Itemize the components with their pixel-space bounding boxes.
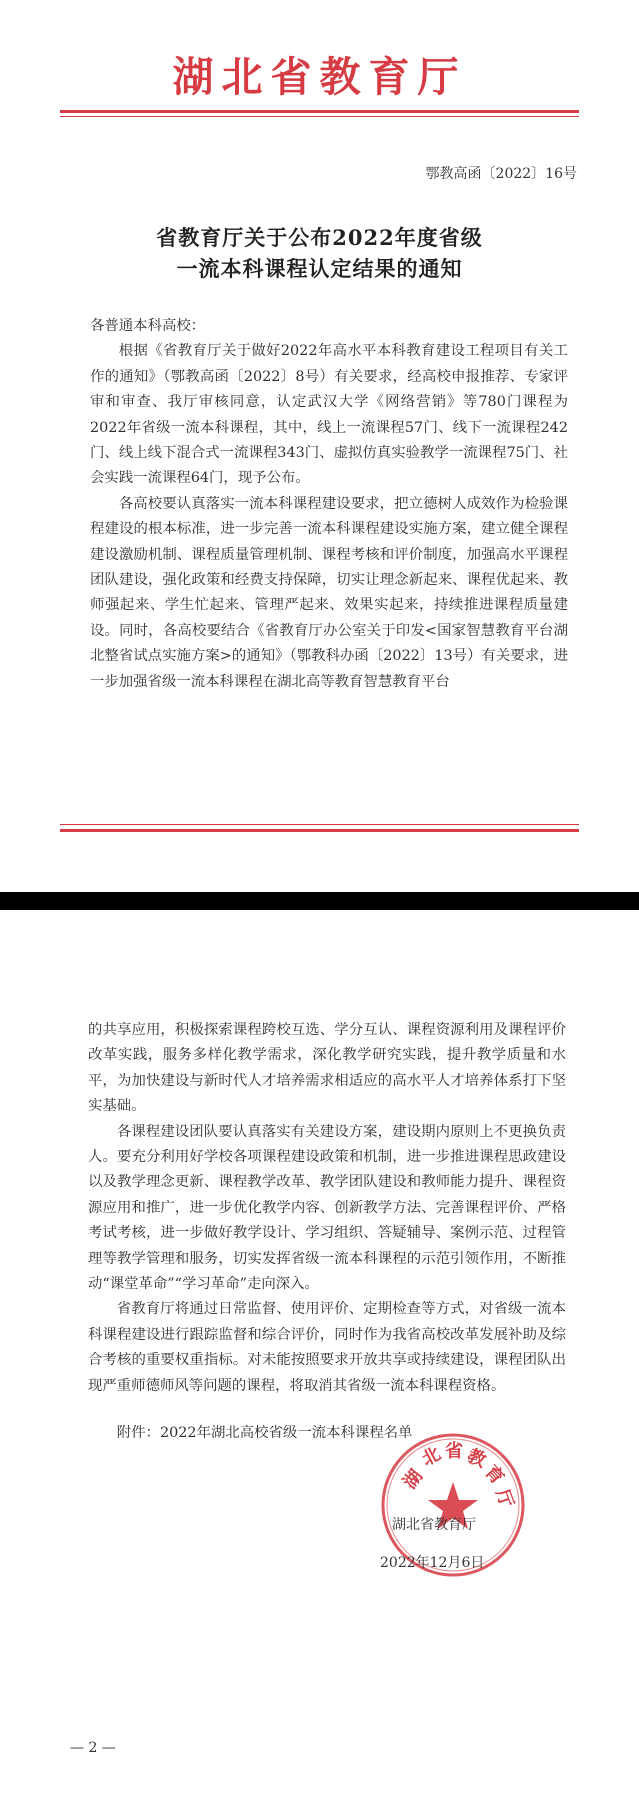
signer: 湖北省教育厅 [392, 1517, 476, 1533]
svg-text:厅: 厅 [491, 1486, 518, 1511]
svg-text:教: 教 [463, 1445, 489, 1472]
document-body-page1 [90, 314, 568, 695]
letterhead-title: 湖北省教育厅 [172, 53, 467, 101]
footer-rule-thick [60, 829, 579, 832]
paragraph-1: 根据《省教育厅关于做好2022年高水平本科教育建设工程项目有关工作的通知》（鄂教高函〔2022〕8号）有关要求，经高校申报推荐、专家评审和审查、我厅审核同意，认定武汉大学《网络营销》等780门课程为2022年省级一流本科课程，其中，线上一流课程57门、线下一流课程242门、线上线下混合式一流课程343门、虚拟仿真实验教学一流课程75门、社会实践一流课程64门，现予公布。 [90, 343, 568, 487]
svg-text:湖: 湖 [399, 1465, 428, 1494]
document-title-line1: 省教育厅关于公布2022年度省级 [156, 225, 483, 250]
document-number: 鄂教高函〔2022〕16号 [425, 166, 577, 182]
svg-text:育: 育 [480, 1461, 508, 1489]
letterhead-rule-thick [60, 110, 579, 113]
paragraph-4: 省教育厅将通过日常监督、使用评价、定期检查等方式，对省级一流本科课程建设进行跟踪监督和综合评价，同时作为我省高校改革发展补助及综合考核的重要权重指标。对未能按照要求开放共享或持续建设，课程团队出现严重师德师风等问题的课程，将取消其省级一流本科课程资格。 [88, 1301, 566, 1394]
attachment-line: 附件：2022年湖北高校省级一流本科课程名单 [116, 1425, 413, 1442]
letterhead-rule-thin [60, 116, 579, 117]
svg-text:省: 省 [445, 1441, 463, 1462]
paragraph-2-part1: 各高校要认真落实一流本科课程建设要求，把立德树人成效作为检验课程建设的根本标准，进一步完善一流本科课程建设实施方案，建立健全课程建设激励机制、课程质量管理机制、课程考核和评价制度，加强高水平课程团队建设，强化政策和经费支持保障，切实让理念新起来、课程优起来、教师强起来、学生忙起来、管理严起来、效果实起来，持续推进课程质量建设。同时，各高校要结合《省教育厅办公室关于印发<国家智慧教育平台湖北整省试点实施方案>的通知》（鄂教科办函〔2022〕13号）有关要求，进一步加强省级一流本科课程在湖北高等教育智慧教育平台 [90, 495, 568, 690]
salutation: 各普通本科高校： [90, 318, 206, 334]
document-page-2 [0, 910, 639, 1812]
paragraph-2-part2: 的共享应用，积极探索课程跨校互选、学分互认、课程资源利用及课程评价改革实践，服务多样化教学需求，深化教学研究实践，提升教学质量和水平，为加快建设与新时代人才培养需求相适应的高水平人才培养体系打下坚实基础。 [88, 1022, 566, 1115]
document-page-1 [0, 0, 639, 892]
paragraph-3: 各课程建设团队要认真落实有关建设方案，建设期内原则上不更换负责人。要充分利用好学校各项课程建设政策和机制，进一步推进课程思政建设以及教学理念更新、课程教学改革、教学团队建设和教师能力提升、课程资源应用和推广，进一步优化教学内容、创新教学方法、完善课程评价、严格考试考核，进一步做好教学设计、学习组织、答疑辅导、案例示范、过程管理等教学管理和服务，切实发挥省级一流本科课程的示范引领作用，不断推动“课堂革命”“学习革命”走向深入。 [88, 1123, 566, 1293]
document-title-line2: 一流本科课程认定结果的通知 [176, 256, 463, 281]
svg-text:北: 北 [418, 1443, 445, 1471]
footer-rule-thin [60, 824, 579, 825]
document-body-page2 [88, 1018, 566, 1447]
document-date: 2022年12月6日 [380, 1555, 485, 1571]
page-number: — 2 — [70, 1740, 116, 1756]
